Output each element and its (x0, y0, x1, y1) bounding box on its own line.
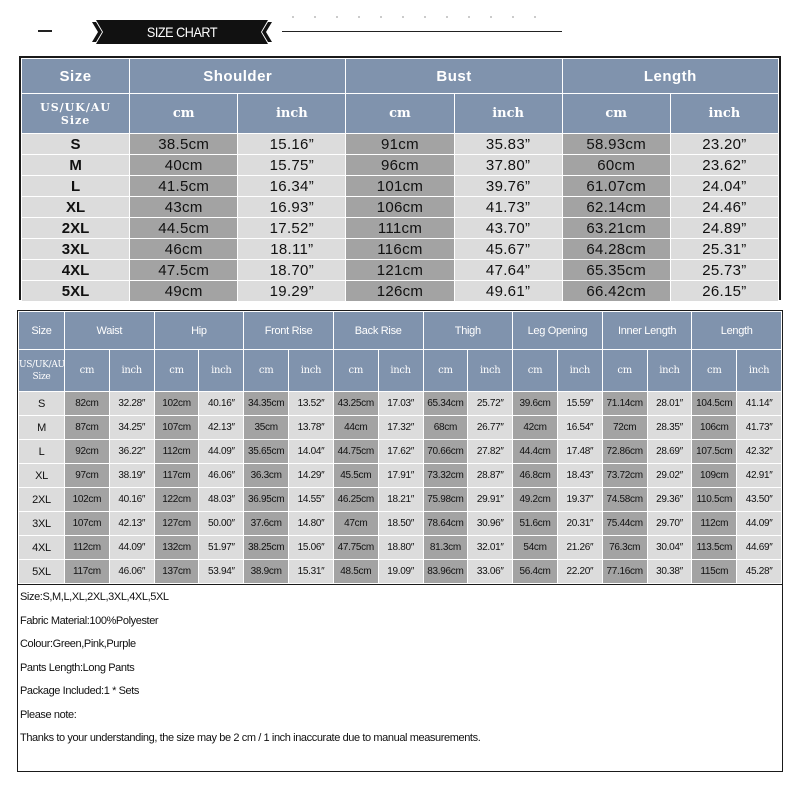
measurement-cell: 96cm (346, 155, 454, 176)
subheader-inch: inch (199, 350, 244, 392)
measurement-cell: 44.09″ (109, 536, 154, 560)
measurement-cell: 17.62″ (378, 440, 423, 464)
subheader-inch: inch (557, 350, 602, 392)
banner-dot (512, 16, 514, 18)
measurement-cell: 37.6cm (244, 512, 289, 536)
subheader-size-line2: Size (60, 113, 91, 127)
table-row (22, 155, 779, 176)
measurement-cell: 51.6cm (513, 512, 558, 536)
subheader-inch: inch (238, 94, 346, 134)
subheader-inch: inch (670, 94, 778, 134)
measurement-cell: 115cm (692, 560, 737, 584)
size-cell: 4XL (19, 536, 65, 560)
measurement-cell: 32.01″ (468, 536, 513, 560)
header-waist: Waist (65, 312, 155, 350)
measurement-cell: 77.16cm (602, 560, 647, 584)
measurement-cell: 75.44cm (602, 512, 647, 536)
banner-dot (468, 16, 470, 18)
measurement-cell: 18.21″ (378, 488, 423, 512)
measurement-cell: 41.5cm (130, 176, 238, 197)
measurement-cell: 44.5cm (130, 218, 238, 239)
measurement-cell: 17.52” (238, 218, 346, 239)
measurement-cell: 18.70” (238, 260, 346, 281)
measurement-cell: 42.91″ (737, 464, 782, 488)
note-line: Please note: (20, 708, 77, 721)
measurement-cell: 35.83” (454, 134, 562, 155)
subheader-inch: inch (647, 350, 692, 392)
measurement-cell: 39.76” (454, 176, 562, 197)
measurement-cell: 21.26″ (557, 536, 602, 560)
banner-dot (380, 16, 382, 18)
measurement-cell: 14.80″ (289, 512, 334, 536)
measurement-cell: 28.87″ (468, 464, 513, 488)
measurement-cell: 17.03″ (378, 392, 423, 416)
subheader-cm: cm (244, 350, 289, 392)
size-chart-banner (30, 14, 570, 46)
measurement-cell: 14.55″ (289, 488, 334, 512)
measurement-cell: 44.75cm (333, 440, 378, 464)
size-cell: L (19, 440, 65, 464)
measurement-cell: 97cm (65, 464, 110, 488)
measurement-cell: 43.50″ (737, 488, 782, 512)
banner-dot (402, 16, 404, 18)
subheader-cm: cm (423, 350, 468, 392)
measurement-cell: 23.20” (670, 134, 778, 155)
measurement-cell: 83.96cm (423, 560, 468, 584)
measurement-cell: 16.93” (238, 197, 346, 218)
measurement-cell: 24.04” (670, 176, 778, 197)
note-line: Thanks to your understanding, the size may be 2 cm / 1 inch inaccurate due to manual measurements. (20, 732, 481, 744)
measurement-cell: 15.59″ (557, 392, 602, 416)
measurement-cell: 30.96″ (468, 512, 513, 536)
header-front-rise: Front Rise (244, 312, 334, 350)
measurement-cell: 44.09″ (737, 512, 782, 536)
measurement-cell: 54cm (513, 536, 558, 560)
measurement-cell: 112cm (692, 512, 737, 536)
header-hip: Hip (154, 312, 244, 350)
measurement-cell: 17.91″ (378, 464, 423, 488)
measurement-cell: 106cm (692, 416, 737, 440)
size-cell: 4XL (22, 260, 130, 281)
subheader-cm: cm (333, 350, 378, 392)
measurement-cell: 51.97″ (199, 536, 244, 560)
subheader-cm: cm (513, 350, 558, 392)
subheader-cm: cm (562, 94, 670, 134)
subheader-cm: cm (602, 350, 647, 392)
measurement-cell: 15.31″ (289, 560, 334, 584)
measurement-cell: 53.94″ (199, 560, 244, 584)
measurement-cell: 111cm (346, 218, 454, 239)
measurement-cell: 64.28cm (562, 239, 670, 260)
measurement-cell: 47.64” (454, 260, 562, 281)
measurement-cell: 74.58cm (602, 488, 647, 512)
measurement-cell: 43.70” (454, 218, 562, 239)
measurement-cell: 66.42cm (562, 281, 670, 302)
measurement-cell: 29.91″ (468, 488, 513, 512)
table-row (19, 440, 782, 464)
measurement-cell: 35.65cm (244, 440, 289, 464)
product-notes (17, 584, 783, 772)
measurement-cell: 82cm (65, 392, 110, 416)
header-thigh: Thigh (423, 312, 513, 350)
measurement-cell: 36.22″ (109, 440, 154, 464)
measurement-cell: 33.06″ (468, 560, 513, 584)
subheader-inch: inch (454, 94, 562, 134)
table-row (22, 218, 779, 239)
measurement-cell: 42.13″ (109, 512, 154, 536)
table-row (22, 134, 779, 155)
subheader-inch: inch (289, 350, 334, 392)
size-cell: 3XL (19, 512, 65, 536)
measurement-cell: 75.98cm (423, 488, 468, 512)
measurement-cell: 23.62” (670, 155, 778, 176)
measurement-cell: 107.5cm (692, 440, 737, 464)
size-cell: M (22, 155, 130, 176)
size-cell: 5XL (22, 281, 130, 302)
note-line: Size:S,M,L,XL,2XL,3XL,4XL,5XL (20, 591, 169, 603)
measurement-cell: 18.43″ (557, 464, 602, 488)
measurement-cell: 117cm (65, 560, 110, 584)
measurement-cell: 46.06″ (109, 560, 154, 584)
measurement-cell: 101cm (346, 176, 454, 197)
measurement-cell: 29.36″ (647, 488, 692, 512)
bottom-size-table (17, 310, 783, 584)
table-row (22, 281, 779, 302)
measurement-cell: 36.3cm (244, 464, 289, 488)
measurement-cell: 81.3cm (423, 536, 468, 560)
measurement-cell: 109cm (692, 464, 737, 488)
table-row (22, 197, 779, 218)
header-size: Size (19, 312, 65, 350)
banner-dot (534, 16, 536, 18)
measurement-cell: 112cm (154, 440, 199, 464)
measurement-cell: 16.54″ (557, 416, 602, 440)
measurement-cell: 43cm (130, 197, 238, 218)
header-size: Size (22, 59, 130, 94)
banner-rule (282, 31, 562, 32)
subheader-cm: cm (692, 350, 737, 392)
measurement-cell: 63.21cm (562, 218, 670, 239)
measurement-cell: 29.70″ (647, 512, 692, 536)
measurement-cell: 42.32″ (737, 440, 782, 464)
measurement-cell: 13.52″ (289, 392, 334, 416)
size-cell: 2XL (22, 218, 130, 239)
header-bust: Bust (346, 59, 562, 94)
measurement-cell: 38.9cm (244, 560, 289, 584)
size-cell: S (19, 392, 65, 416)
measurement-cell: 73.72cm (602, 464, 647, 488)
table-row (19, 536, 782, 560)
measurement-cell: 127cm (154, 512, 199, 536)
note-line: Package Included:1 * Sets (20, 685, 140, 697)
measurement-cell: 116cm (346, 239, 454, 260)
note-line: Pants Length:Long Pants (20, 661, 135, 674)
subheader-cm: cm (130, 94, 238, 134)
measurement-cell: 17.32″ (378, 416, 423, 440)
measurement-cell: 49cm (130, 281, 238, 302)
table-row (22, 176, 779, 197)
subheader-size-line1: US/UK/AU (40, 100, 111, 114)
measurement-cell: 24.46” (670, 197, 778, 218)
table-row (22, 260, 779, 281)
measurement-cell: 19.37″ (557, 488, 602, 512)
measurement-cell: 48.03″ (199, 488, 244, 512)
subheader-inch: inch (109, 350, 154, 392)
measurement-cell: 46.25cm (333, 488, 378, 512)
measurement-cell: 14.04″ (289, 440, 334, 464)
measurement-cell: 16.34” (238, 176, 346, 197)
banner-dot (336, 16, 338, 18)
measurement-cell: 117cm (154, 464, 199, 488)
table-row (22, 239, 779, 260)
measurement-cell: 26.15” (670, 281, 778, 302)
table-row (19, 560, 782, 584)
subheader-cm: cm (346, 94, 454, 134)
measurement-cell: 39.6cm (513, 392, 558, 416)
measurement-cell: 24.89” (670, 218, 778, 239)
measurement-cell: 37.80” (454, 155, 562, 176)
banner-dot (490, 16, 492, 18)
note-line: Fabric Material:100%Polyester (20, 614, 159, 627)
measurement-cell: 34.35cm (244, 392, 289, 416)
measurement-cell: 28.69″ (647, 440, 692, 464)
banner-title: SIZE CHART (146, 24, 218, 40)
measurement-cell: 91cm (346, 134, 454, 155)
measurement-cell: 35cm (244, 416, 289, 440)
measurement-cell: 47.75cm (333, 536, 378, 560)
header-inner-length: Inner Length (602, 312, 692, 350)
banner-tag (92, 20, 272, 44)
measurement-cell: 121cm (346, 260, 454, 281)
subheader-cm: cm (154, 350, 199, 392)
measurement-cell: 22.20″ (557, 560, 602, 584)
measurement-cell: 46cm (130, 239, 238, 260)
table-row (19, 488, 782, 512)
measurement-cell: 44cm (333, 416, 378, 440)
measurement-cell: 104.5cm (692, 392, 737, 416)
measurement-cell: 38.19″ (109, 464, 154, 488)
banner-dot (292, 16, 294, 18)
measurement-cell: 49.2cm (513, 488, 558, 512)
measurement-cell: 28.01″ (647, 392, 692, 416)
measurement-cell: 107cm (65, 512, 110, 536)
subheader-size (22, 94, 130, 134)
measurement-cell: 18.11” (238, 239, 346, 260)
size-cell: 3XL (22, 239, 130, 260)
size-cell: 5XL (19, 560, 65, 584)
measurement-cell: 13.78″ (289, 416, 334, 440)
subheader-size (19, 350, 65, 392)
measurement-cell: 71.14cm (602, 392, 647, 416)
measurement-cell: 126cm (346, 281, 454, 302)
measurement-cell: 49.61” (454, 281, 562, 302)
measurement-cell: 44.69″ (737, 536, 782, 560)
note-line: Colour:Green,Pink,Purple (20, 638, 136, 650)
measurement-cell: 18.50″ (378, 512, 423, 536)
measurement-cell: 61.07cm (562, 176, 670, 197)
measurement-cell: 45.5cm (333, 464, 378, 488)
header-leg-opening: Leg Opening (513, 312, 603, 350)
subheader-inch: inch (468, 350, 513, 392)
measurement-cell: 58.93cm (562, 134, 670, 155)
header-shoulder: Shoulder (130, 59, 346, 94)
table-row (19, 464, 782, 488)
measurement-cell: 34.25″ (109, 416, 154, 440)
measurement-cell: 110.5cm (692, 488, 737, 512)
measurement-cell: 25.31” (670, 239, 778, 260)
measurement-cell: 50.00″ (199, 512, 244, 536)
measurement-cell: 72.86cm (602, 440, 647, 464)
measurement-cell: 28.35″ (647, 416, 692, 440)
size-cell: XL (22, 197, 130, 218)
measurement-cell: 107cm (154, 416, 199, 440)
measurement-cell: 43.25cm (333, 392, 378, 416)
top-size-table (19, 56, 781, 300)
measurement-cell: 32.28″ (109, 392, 154, 416)
subheader-inch: inch (378, 350, 423, 392)
measurement-cell: 56.4cm (513, 560, 558, 584)
measurement-cell: 47.5cm (130, 260, 238, 281)
measurement-cell: 132cm (154, 536, 199, 560)
measurement-cell: 25.72″ (468, 392, 513, 416)
measurement-cell: 15.16” (238, 134, 346, 155)
measurement-cell: 17.48″ (557, 440, 602, 464)
measurement-cell: 122cm (154, 488, 199, 512)
subheader-cm: cm (65, 350, 110, 392)
measurement-cell: 102cm (65, 488, 110, 512)
banner-dot (446, 16, 448, 18)
measurement-cell: 27.82″ (468, 440, 513, 464)
measurement-cell: 65.35cm (562, 260, 670, 281)
measurement-cell: 106cm (346, 197, 454, 218)
measurement-cell: 41.73” (454, 197, 562, 218)
measurement-cell: 19.09″ (378, 560, 423, 584)
table-row (19, 416, 782, 440)
measurement-cell: 62.14cm (562, 197, 670, 218)
measurement-cell: 15.75” (238, 155, 346, 176)
size-cell: 2XL (19, 488, 65, 512)
measurement-cell: 29.02″ (647, 464, 692, 488)
measurement-cell: 46.8cm (513, 464, 558, 488)
measurement-cell: 113.5cm (692, 536, 737, 560)
measurement-cell: 48.5cm (333, 560, 378, 584)
measurement-cell: 60cm (562, 155, 670, 176)
measurement-cell: 92cm (65, 440, 110, 464)
banner-dot (358, 16, 360, 18)
header-length: Length (562, 59, 778, 94)
measurement-cell: 45.67” (454, 239, 562, 260)
measurement-cell: 76.3cm (602, 536, 647, 560)
measurement-cell: 41.14″ (737, 392, 782, 416)
measurement-cell: 36.95cm (244, 488, 289, 512)
measurement-cell: 112cm (65, 536, 110, 560)
measurement-cell: 87cm (65, 416, 110, 440)
size-cell: S (22, 134, 130, 155)
measurement-cell: 46.06″ (199, 464, 244, 488)
measurement-cell: 19.29” (238, 281, 346, 302)
measurement-cell: 65.34cm (423, 392, 468, 416)
measurement-cell: 18.80″ (378, 536, 423, 560)
measurement-cell: 38.25cm (244, 536, 289, 560)
measurement-cell: 70.66cm (423, 440, 468, 464)
measurement-cell: 45.28″ (737, 560, 782, 584)
measurement-cell: 47cm (333, 512, 378, 536)
banner-dot (424, 16, 426, 18)
measurement-cell: 72cm (602, 416, 647, 440)
measurement-cell: 78.64cm (423, 512, 468, 536)
measurement-cell: 42.13″ (199, 416, 244, 440)
banner-dot (314, 16, 316, 18)
banner-dash (38, 30, 52, 32)
table-row (19, 392, 782, 416)
measurement-cell: 42cm (513, 416, 558, 440)
banner-dots (292, 16, 552, 24)
measurement-cell: 15.06″ (289, 536, 334, 560)
measurement-cell: 26.77″ (468, 416, 513, 440)
measurement-cell: 44.09″ (199, 440, 244, 464)
size-cell: XL (19, 464, 65, 488)
subheader-size-line2: Size (32, 371, 51, 382)
measurement-cell: 73.32cm (423, 464, 468, 488)
measurement-cell: 38.5cm (130, 134, 238, 155)
subheader-size-line1: US/UK/AU (19, 359, 65, 370)
measurement-cell: 44.4cm (513, 440, 558, 464)
measurement-cell: 30.04″ (647, 536, 692, 560)
size-cell: L (22, 176, 130, 197)
measurement-cell: 14.29″ (289, 464, 334, 488)
table-row (19, 512, 782, 536)
subheader-inch: inch (737, 350, 782, 392)
measurement-cell: 30.38″ (647, 560, 692, 584)
measurement-cell: 40cm (130, 155, 238, 176)
measurement-cell: 40.16″ (199, 392, 244, 416)
size-cell: M (19, 416, 65, 440)
header-back-rise: Back Rise (333, 312, 423, 350)
measurement-cell: 68cm (423, 416, 468, 440)
measurement-cell: 40.16″ (109, 488, 154, 512)
measurement-cell: 20.31″ (557, 512, 602, 536)
measurement-cell: 25.73” (670, 260, 778, 281)
measurement-cell: 102cm (154, 392, 199, 416)
header-length: Length (692, 312, 782, 350)
measurement-cell: 41.73″ (737, 416, 782, 440)
measurement-cell: 137cm (154, 560, 199, 584)
